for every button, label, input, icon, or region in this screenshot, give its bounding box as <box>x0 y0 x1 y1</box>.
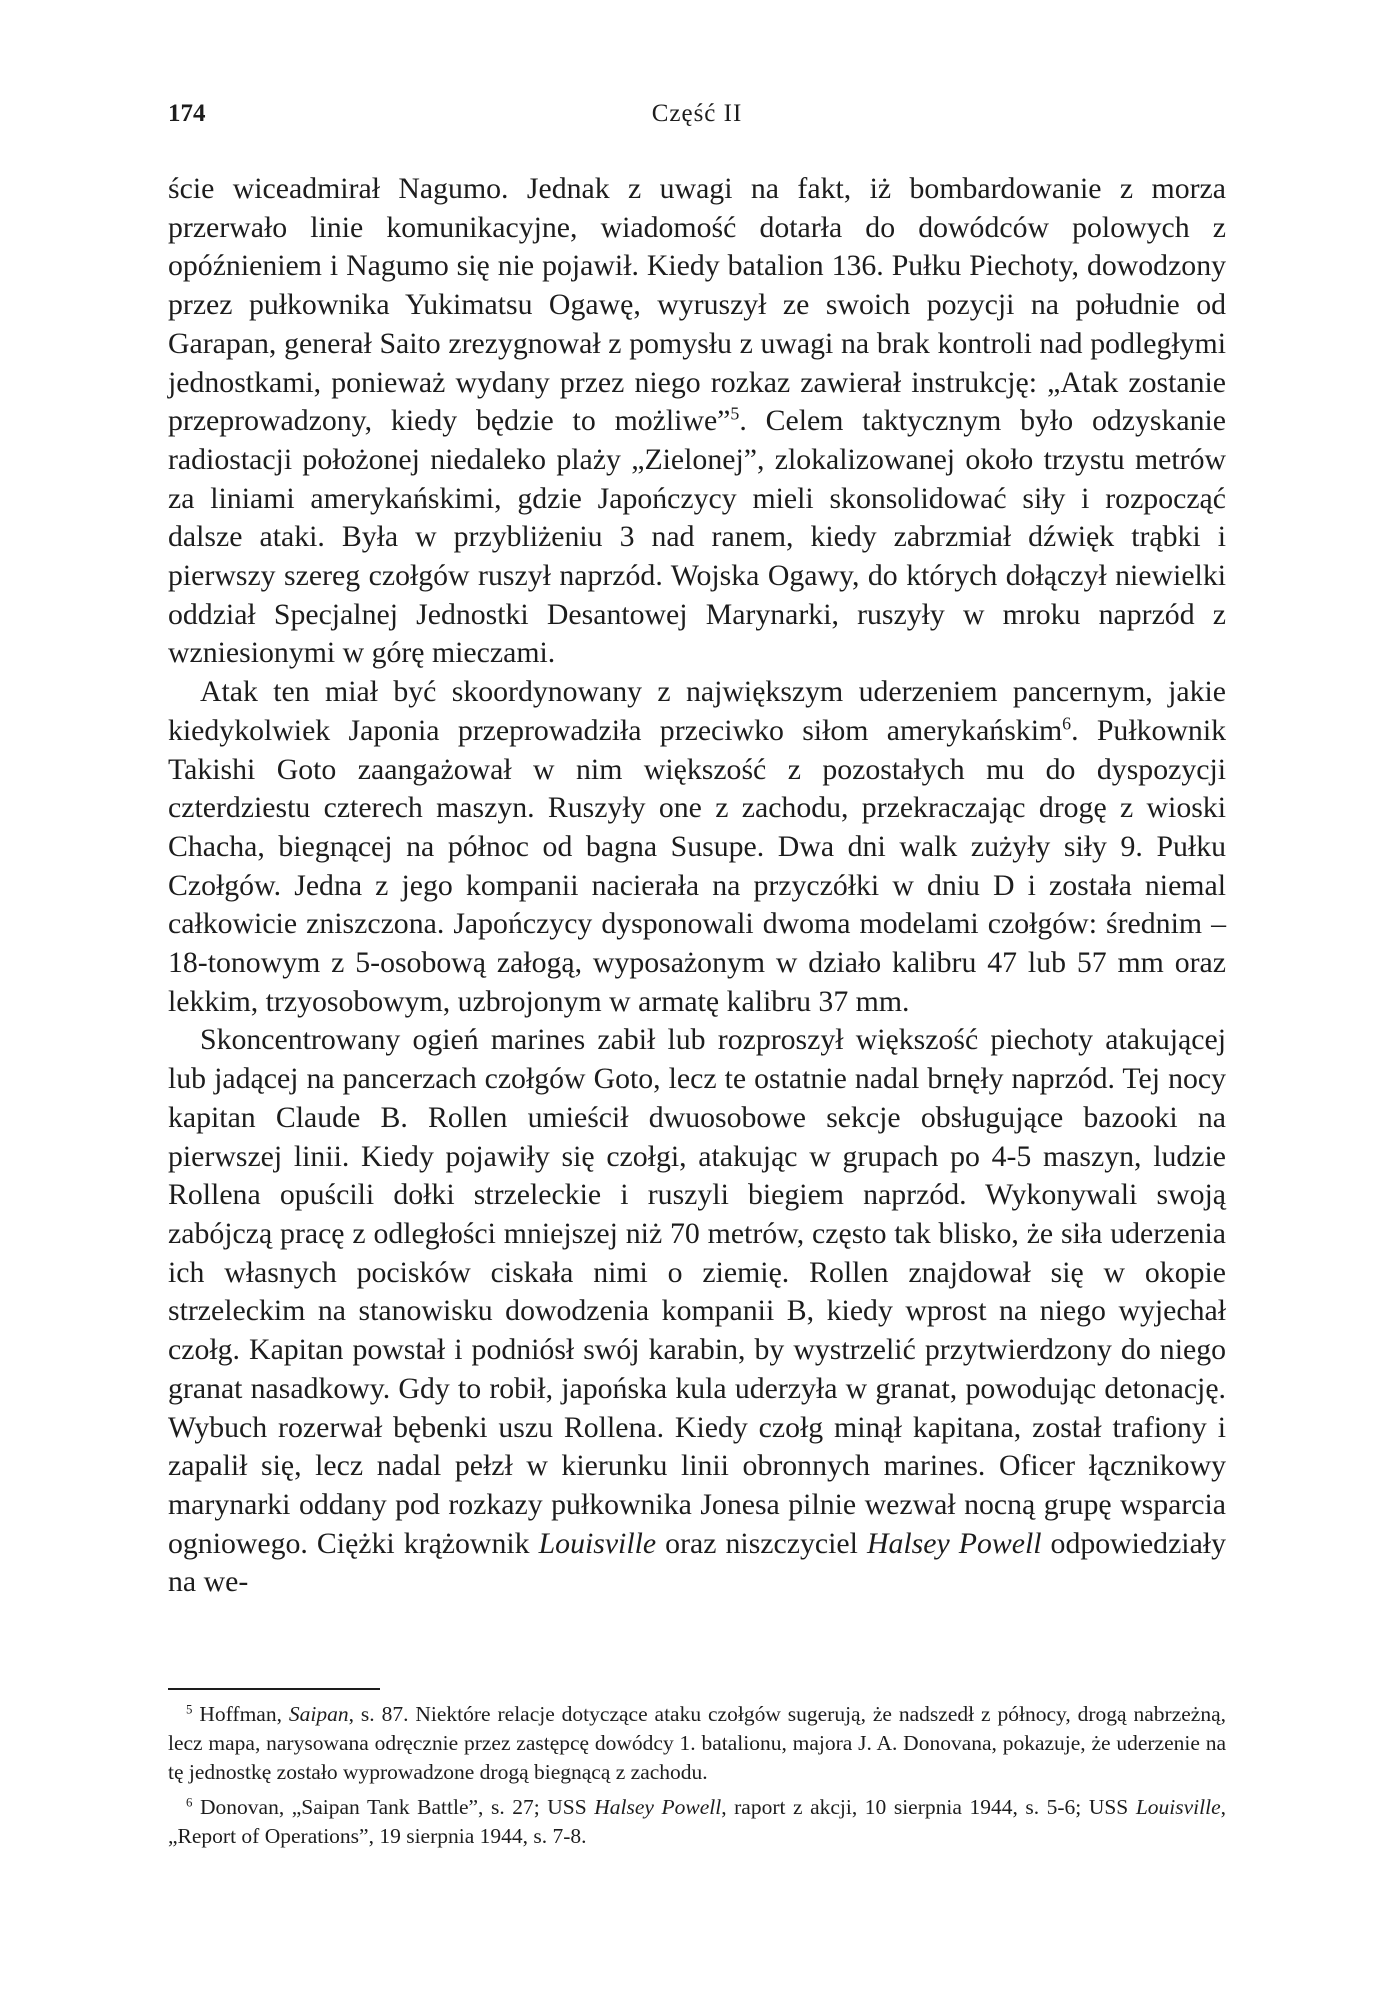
footnote-5-text-b: , s. 87. Niektóre relacje dotyczące ataku czołgów sugerują, że nadszedł z północy, drogą nabrzeżną, lecz mapa, narysowana odręcznie przez zastępcę dowódcy 1. batalionu, majora J. A. Donovana, pokazuje, że uderzenie na tę jednostkę zostało wyprowadzone drogą biegnącą z zachodu. <box>168 1702 1226 1784</box>
paragraph-1-text-b: . Celem taktycznym było odzyskanie radiostacji położonej niedaleko plaży „Zielonej”, zlokalizowanej około trzystu metrów za liniami amerykańskimi, gdzie Japończycy mieli skonsolidować siły i rozpocząć dalsze ataki. Była w przybliżeniu 3 nad ranem, kiedy zabrzmiał dźwięk trąbki i pierwszy szereg czołgów ruszył naprzód. Wojska Ogawy, do których dołączył niewielki oddział Specjalnej Jednostki Desantowej Marynarki, ruszyły w mroku naprzód z wzniesionymi w górę mieczami. <box>168 404 1226 670</box>
paragraph-2 <box>168 673 1226 1021</box>
footnote-6-italic-b: Louisville <box>1135 1795 1221 1819</box>
ship-name-halsey-powell: Halsey Powell <box>866 1526 1042 1560</box>
running-head: Część II <box>651 100 743 127</box>
footnote-ref-5: 5 <box>730 403 740 424</box>
footnote-6 <box>168 1793 1226 1851</box>
footnotes <box>168 1700 1226 1857</box>
footnote-ref-6: 6 <box>1062 713 1072 734</box>
footnote-5-italic: Saipan <box>288 1702 349 1726</box>
paragraph-3-text-a: Skoncentrowany ogień marines zabił lub rozproszył większość piechoty atakującej lub jadącej na pancerzach czołgów Goto, lecz te ostatnie nadal brnęły naprzód. Tej nocy kapitan Claude B. Rollen umieścił dwuosobowe sekcje obsługujące bazooki na pierwszej linii. Kiedy pojawiły się czołgi, atakując w grupach po 4-5 maszyn, ludzie Rollena opuścili dołki strzeleckie i ruszyli biegiem naprzód. Wykonywali swoją zabójczą pracę z odległości mniejszej niż 70 metrów, często tak blisko, że siła uderzenia ich własnych pocisków ciskała nimi o ziemię. Rollen znajdował się w okopie strzeleckim na stanowisku dowodzenia kompanii B, kiedy wprost na niego wyjechał czołg. Kapitan powstał i podniósł swój karabin, by wystrzelić przytwierdzony do niego granat nasadkowy. Gdy to robił, japońska kula uderzyła w granat, powodując detonację. Wybuch rozerwał bębenki uszu Rollena. Kiedy czołg minął kapitana, został trafiony i zapalił się, lecz nadal pełzł w kierunku linii obronnych marines. Oficer łącznikowy marynarki oddany pod rozkazy pułkownika Jonesa pilnie wezwał nocną grupę wsparcia ogniowego. Ciężki krążownik <box>168 1023 1226 1560</box>
paragraph-3-text-b: oraz niszczyciel <box>656 1526 867 1560</box>
paragraph-3-text-c: odpowiedziały na we- <box>168 1526 1226 1599</box>
paragraph-2-text-b: . Pułkownik Takishi Goto zaangażował w nim większość z pozostałych mu do dyspozycji czterdziestu czterech maszyn. Ruszyły one z zachodu, przekraczając drogę z wioski Chacha, biegnącej na północ od bagna Susupe. Dwa dni walk zużyły siły 9. Pułku Czołgów. Jedna z jego kompanii nacierała na przyczółki w dniu D i została niemal całkowicie zniszczona. Japończycy dysponowali dwoma modelami czołgów: średnim – 18-tonowym z 5-osobową załogą, wyposażonym w działo kalibru 47 lub 57 mm oraz lekkim, trzyosobowym, uzbrojonym w armatę kalibru 37 mm. <box>168 713 1226 1018</box>
footnote-6-text-c: , „Report of Operations”, 19 sierpnia 1944, s. 7-8. <box>168 1795 1226 1848</box>
body-text <box>168 170 1226 1602</box>
footnote-6-text-a: Donovan, „Saipan Tank Battle”, s. 27; USS <box>192 1795 595 1819</box>
page-number: 174 <box>168 100 206 127</box>
ship-name-louisville: Louisville <box>538 1526 657 1560</box>
footnote-5-text-a: Hoffman, <box>192 1702 289 1726</box>
footnote-5 <box>168 1700 1226 1787</box>
paragraph-3 <box>168 1021 1226 1602</box>
paragraph-2-text-a: Atak ten miał być skoordynowany z największym uderzeniem pancernym, jakie kiedykolwiek Japonia przeprowadziła przeciwko siłom amerykańskim <box>168 675 1226 747</box>
footnote-5-number: 5 <box>186 1702 193 1717</box>
footnote-6-number: 6 <box>186 1795 193 1810</box>
page-header <box>168 100 1226 140</box>
footnote-divider <box>168 1688 380 1690</box>
footnote-6-text-b: , raport z akcji, 10 sierpnia 1944, s. 5-6; USS <box>721 1795 1136 1819</box>
paragraph-1-text-a: ście wiceadmirał Nagumo. Jednak z uwagi na fakt, iż bombardowanie z morza przerwało linie komunikacyjne, wiadomość dotarła do dowódców polowych z opóźnieniem i Nagumo się nie pojawił. Kiedy batalion 136. Pułku Piechoty, dowodzony przez pułkownika Yukimatsu Ogawę, wyruszył ze swoich pozycji na południe od Garapan, generał Saito zrezygnował z pomysłu z uwagi na brak kontroli nad podległymi jednostkami, ponieważ wydany przez niego rozkaz zawierał instrukcję: „Atak zostanie przeprowadzony, kiedy będzie to możliwe” <box>168 172 1226 438</box>
paragraph-1 <box>168 170 1226 673</box>
footnote-6-italic-a: Halsey Powell <box>594 1795 722 1819</box>
